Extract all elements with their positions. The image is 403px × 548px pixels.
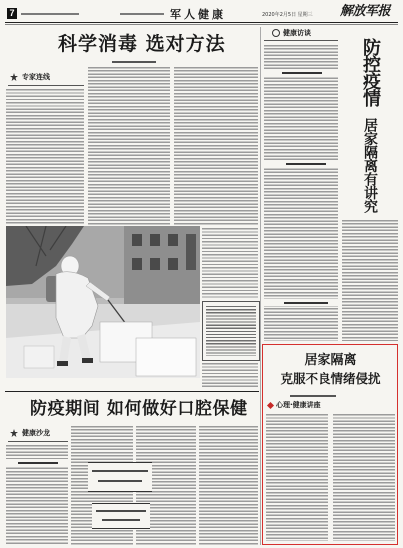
column-label-expert-line: 专家连线 <box>22 73 50 81</box>
column-label-health-interview: 健康访谈 <box>283 29 311 37</box>
column-label-rule <box>8 441 68 442</box>
subhead <box>264 160 338 167</box>
body-text-column <box>6 89 84 225</box>
pull-quote-line <box>96 510 146 512</box>
column-gutter-rule <box>260 27 261 545</box>
byline-disinfection <box>112 61 156 63</box>
disinfection-photo <box>6 226 200 378</box>
photo-caption-text <box>206 306 256 356</box>
subhead <box>6 459 68 466</box>
pull-quote <box>92 503 150 529</box>
section-title: 军人健康 <box>170 8 226 21</box>
subhead-line <box>286 163 326 165</box>
section-divider <box>5 391 259 392</box>
editor-email-line <box>120 13 164 15</box>
body-text-column <box>202 228 258 299</box>
body-text-column <box>199 426 258 545</box>
column-emblem-icon <box>10 73 18 81</box>
column-label-psychology-lecture: 心理·健康讲座 <box>276 401 321 409</box>
body-text-column <box>266 414 328 541</box>
column-label-rule <box>264 40 338 41</box>
body-text-column <box>174 67 258 225</box>
body-text-column <box>333 414 395 541</box>
column-dot-icon <box>272 29 280 37</box>
issue-date: 2020年2月5日 星期三 <box>262 12 313 18</box>
supply-box <box>136 338 196 376</box>
column-emblem-icon <box>10 429 18 437</box>
headline-emotions-line1: 居家隔离 <box>304 353 357 368</box>
headline-oral-care: 防疫期间 如何做好口腔保健 <box>30 399 248 419</box>
subhead-line <box>18 462 58 464</box>
photo-caption <box>202 301 260 361</box>
headline-disinfection: 科学消毒 选对方法 <box>58 33 226 55</box>
headline-home-quarantine-line2: 居家隔离有讲究 <box>362 118 378 213</box>
pull-quote-line <box>92 470 148 472</box>
subhead <box>264 69 338 76</box>
page-number: 7 <box>7 8 17 19</box>
subhead-line <box>284 302 328 304</box>
body-text-column <box>342 220 398 341</box>
pull-quote <box>88 462 152 492</box>
body-text-column <box>88 67 170 225</box>
masthead-logo: 解放军报 <box>340 4 391 19</box>
byline-emotions <box>290 395 336 397</box>
subhead <box>264 299 338 306</box>
body-text-column <box>264 45 338 341</box>
body-text-column <box>202 363 258 389</box>
header-rule <box>5 22 398 23</box>
editor-credit-line <box>21 13 79 15</box>
pull-quote-line <box>98 480 142 482</box>
subhead-line <box>282 72 322 74</box>
column-label-health-salon: 健康沙龙 <box>22 429 50 437</box>
column-label-rule <box>8 85 84 86</box>
pull-quote-line <box>102 519 140 521</box>
headline-emotions-line2: 克服不良情绪侵扰 <box>280 371 381 386</box>
headline-home-quarantine-line1: 防控疫情 <box>360 38 381 106</box>
